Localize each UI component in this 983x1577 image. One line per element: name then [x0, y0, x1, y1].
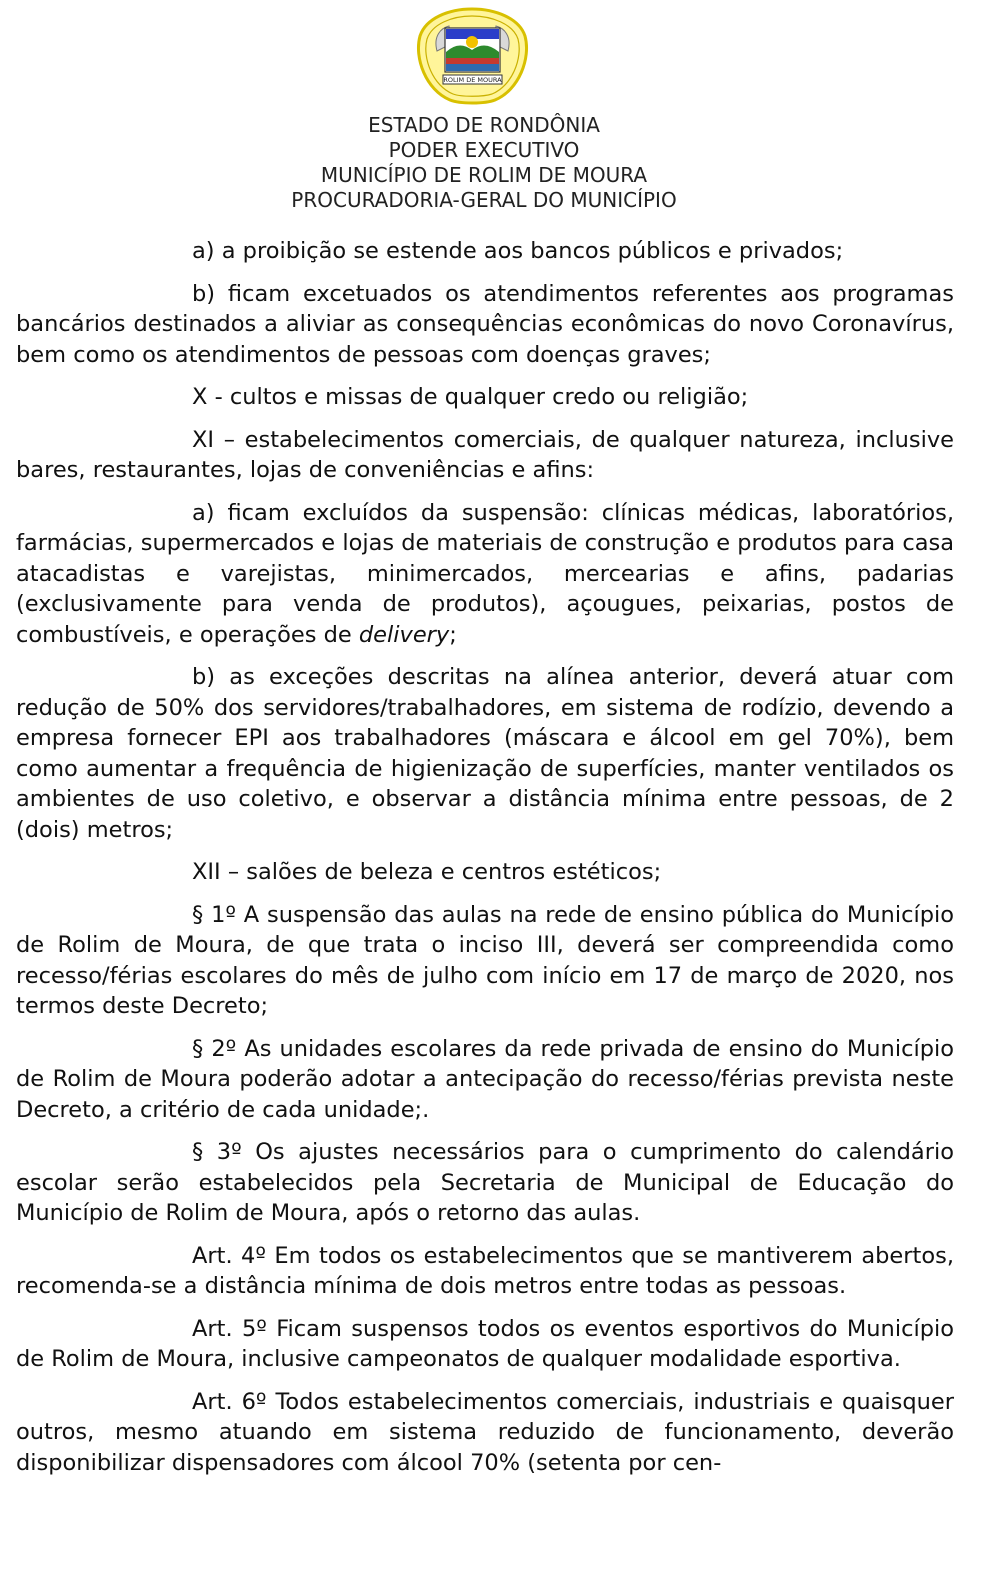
paragraph: XII – salões de beleza e centros estéticos;: [192, 859, 662, 885]
italic-term: delivery: [358, 621, 450, 648]
document-body: [16, 236, 954, 1490]
paragraph: b) as exceções descritas na alínea anterior, deverá atuar com redução de 50% dos servidores/trabalhadores, em sistema de rodízio, devendo a empresa fornecer EPI aos trabalhadores (máscara e álcool em gel 70%), bem como aumentar a frequência de higienização de superfícies, manter ventilados os ambientes de uso coletivo, e observar a distância mínima entre pessoas, de 2 (dois) metros;: [16, 664, 954, 843]
header-line-municipality: MUNICÍPIO DE ROLIM DE MOURA: [320, 163, 648, 187]
header-line-executive: PODER EXECUTIVO: [388, 138, 580, 162]
paragraph: a) a proibição se estende aos bancos públicos e privados;: [192, 238, 844, 264]
paragraph: [16, 498, 954, 651]
paragraph: b) ficam excetuados os atendimentos referentes aos programas bancários destinados a aliviar as consequências econômicas do novo Coronavírus, bem como os atendimentos de pessoas com doenças graves;: [16, 280, 954, 368]
municipal-seal-icon: [415, 6, 530, 106]
paragraph: X - cultos e missas de qualquer credo ou religião;: [192, 384, 749, 410]
document-header: [0, 113, 968, 213]
paragraph-text: a) ficam excluídos da suspensão: clínicas médicas, laboratórios, farmácias, supermercados e lojas de materiais de construção e produtos para casa atacadistas e varejistas, minimercados, mercearias e afins, padarias (exclusivamente para venda de produtos), açougues, peixarias, postos de combustíveis, e operações de: [16, 499, 954, 648]
paragraph: § 1º A suspensão das aulas na rede de ensino pública do Município de Rolim de Moura, de que trata o inciso III, deverá ser compreendida como recesso/férias escolares do mês de julho com início em 17 de março de 2020, nos termos deste Decreto;: [16, 901, 954, 1019]
paragraph: Art. 6º Todos estabelecimentos comerciais, industriais e quaisquer outros, mesmo atuando em sistema reduzido de funcionamento, deverão disponibilizar dispensadores com álcool 70% (setenta por cen-: [16, 1388, 954, 1476]
seal-caption: ROLIM DE MOURA: [443, 76, 502, 84]
header-line-procuracy: PROCURADORIA-GERAL DO MUNICÍPIO: [291, 188, 677, 212]
header-line-state: ESTADO DE RONDÔNIA: [368, 113, 600, 137]
paragraph: Art. 5º Ficam suspensos todos os eventos esportivos do Município de Rolim de Moura, inclusive campeonatos de qualquer modalidade esportiva.: [16, 1315, 954, 1372]
paragraph: § 3º Os ajustes necessários para o cumprimento do calendário escolar serão estabelecidos pela Secretaria de Municipal de Educação do Município de Rolim de Moura, após o retorno das aulas.: [16, 1139, 954, 1226]
paragraph-end: ;: [449, 621, 457, 648]
paragraph: XI – estabelecimentos comerciais, de qualquer natureza, inclusive bares, restaurantes, lojas de conveniências e afins:: [16, 426, 954, 483]
paragraph: Art. 4º Em todos os estabelecimentos que se mantiverem abertos, recomenda-se a distância mínima de dois metros entre todas as pessoas.: [16, 1242, 954, 1299]
paragraph: § 2º As unidades escolares da rede privada de ensino do Município de Rolim de Moura poderão adotar a antecipação do recesso/férias prevista neste Decreto, a critério de cada unidade;.: [16, 1035, 954, 1123]
